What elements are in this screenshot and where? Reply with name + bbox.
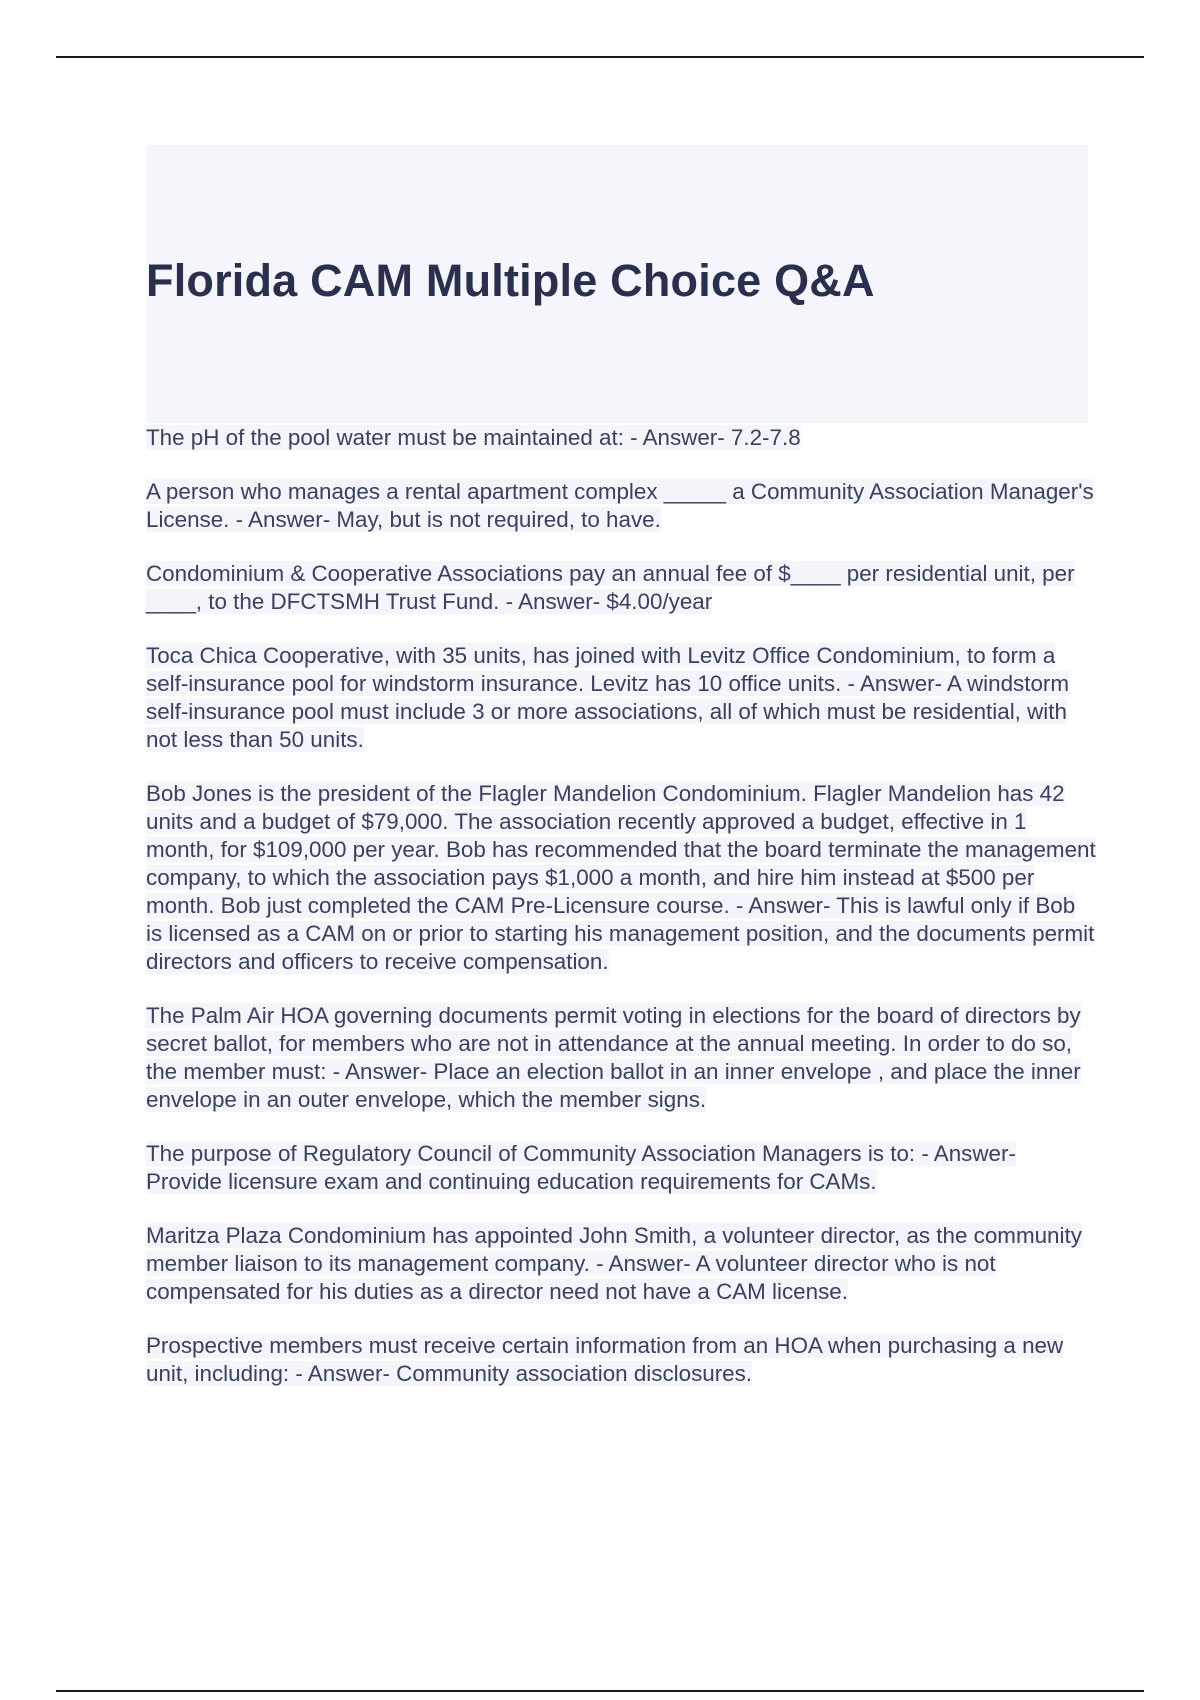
qa-item <box>146 780 1096 976</box>
qa-item <box>146 1222 1096 1306</box>
top-divider <box>56 56 1144 58</box>
qa-text: The purpose of Regulatory Council of Community Association Managers is to: - Answer- Provide licensure exam and continuing education requirements for CAMs. <box>146 1141 1016 1194</box>
qa-text: A person who manages a rental apartment complex _____ a Community Association Manager's License. - Answer- May, but is not required, to have. <box>146 479 1094 532</box>
qa-text: Prospective members must receive certain information from an HOA when purchasing a new unit, including: - Answer- Community association disclosures. <box>146 1333 1064 1386</box>
qa-text: The pH of the pool water must be maintained at: - Answer- 7.2-7.8 <box>146 425 801 450</box>
qa-item <box>146 1140 1096 1196</box>
bottom-divider <box>56 1690 1144 1692</box>
qa-item <box>146 642 1096 754</box>
qa-item <box>146 1332 1096 1388</box>
qa-text: Toca Chica Cooperative, with 35 units, has joined with Levitz Office Condominium, to form a self-insurance pool for windstorm insurance. Levitz has 10 office units. - Answer- A windstorm self-insurance pool must include 3 or more associations, all of which must be residential, with not less than 50 units. <box>146 643 1069 752</box>
qa-item <box>146 424 1096 452</box>
title-banner <box>146 145 1088 423</box>
qa-text: Maritza Plaza Condominium has appointed John Smith, a volunteer director, as the community member liaison to its management company. - Answer- A volunteer director who is not compensated for his duties as a director need not have a CAM license. <box>146 1223 1082 1304</box>
qa-item <box>146 560 1096 616</box>
qa-item <box>146 1002 1096 1114</box>
qa-text: Condominium & Cooperative Associations pay an annual fee of $____ per residential unit, per ____, to the DFCTSMH Trust Fund. - Answer- $4.00/year <box>146 561 1075 614</box>
page-title: Florida CAM Multiple Choice Q&A <box>146 255 875 306</box>
qa-item <box>146 478 1096 534</box>
qa-text: Bob Jones is the president of the Flagler Mandelion Condominium. Flagler Mandelion has 42 units and a budget of $79,000. The association recently approved a budget, effective in 1 month, for $109,000 per year. Bob has recommended that the board terminate the management company, to which the association pays $1,000 a month, and hire him instead at $500 per month. Bob just completed the CAM Pre-Licensure course. - Answer- This is lawful only if Bob is licensed as a CAM on or prior to starting his management position, and the documents permit directors and officers to receive compensation. <box>146 781 1096 974</box>
qa-list <box>146 424 1096 1414</box>
qa-text: The Palm Air HOA governing documents permit voting in elections for the board of directors by secret ballot, for members who are not in attendance at the annual meeting. In order to do so, the member must: - Answer- Place an election ballot in an inner envelope , and place the inner envelope in an outer envelope, which the member signs. <box>146 1003 1081 1112</box>
